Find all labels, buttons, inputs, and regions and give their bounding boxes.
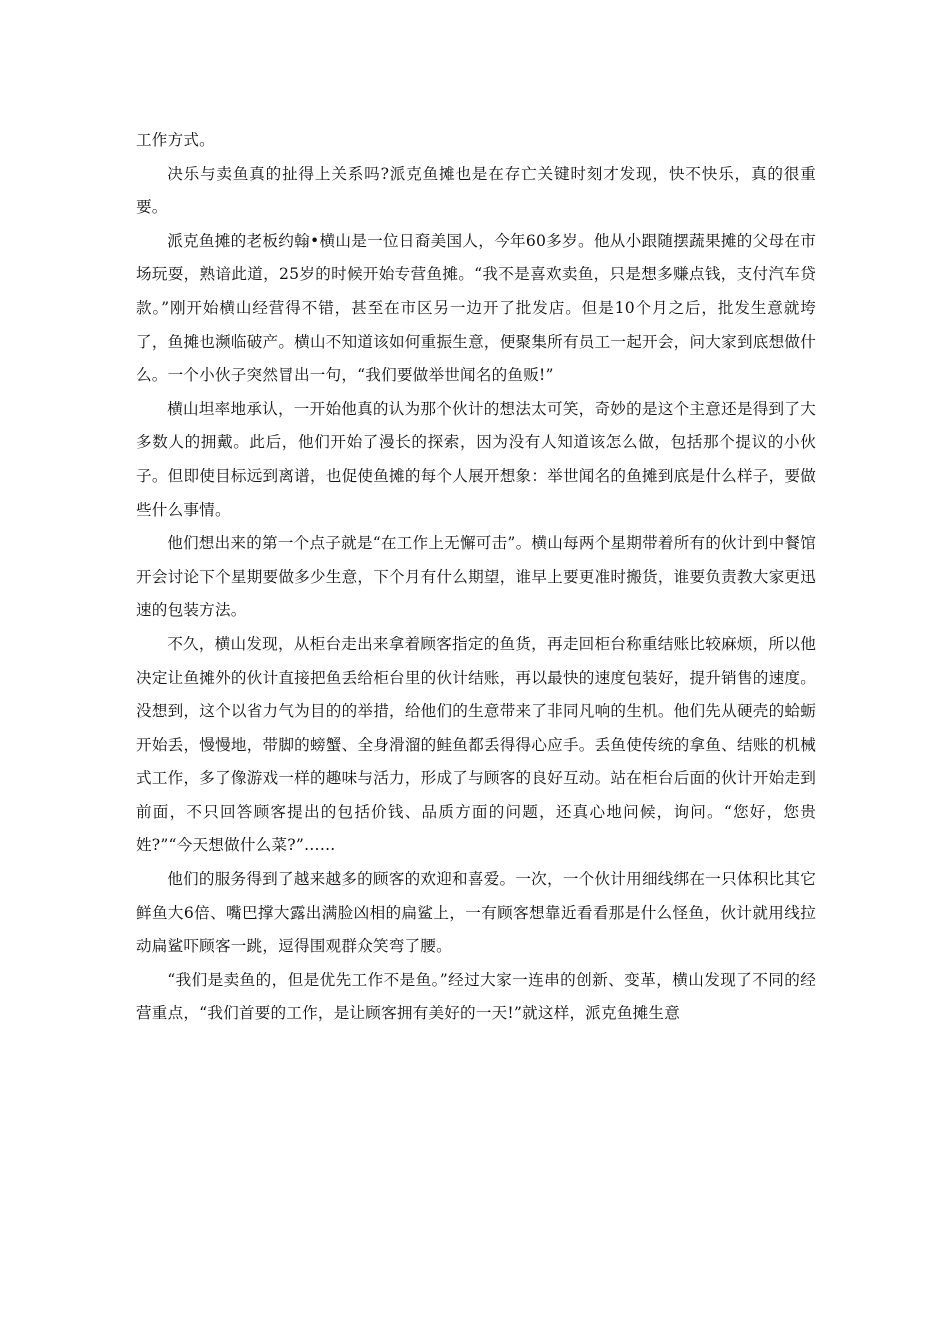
- paragraph: “我们是卖鱼的，但是优先工作不是鱼。”经过大家一连串的创新、变革，横山发现了不同的经营重点，“我们首要的工作，是让顾客拥有美好的一天!”就这样，派克鱼摊生意: [136, 970, 816, 1023]
- paragraph-continuation: 工作方式。: [136, 131, 215, 149]
- paragraph: 横山坦率地承认，一开始他真的认为那个伙计的想法太可笑，奇妙的是这个主意还是得到了大多数人的拥戴。此后，他们开始了漫长的探索，因为没有人知道该怎么做，包括那个提议的小伙子。但即使目标远到离谱，也促使鱼摊的每个人展开想象：举世闻名的鱼摊到底是什么样子，要做些什么事情。: [136, 399, 816, 519]
- paragraph: 他们想出来的第一个点子就是“在工作上无懈可击”。横山每两个星期带着所有的伙计到中餐馆开会讨论下个星期要做多少生意，下个月有什么期望，谁早上要更准时搬货，谁要负责教大家更迅速的包装方法。: [136, 534, 816, 620]
- paragraph: 不久，横山发现，从柜台走出来拿着顾客指定的鱼货，再走回柜台称重结账比较麻烦，所以他决定让鱼摊外的伙计直接把鱼丢给柜台里的伙计结账，再以最快的速度包装好，提升销售的速度。没想到，这个以省力气为目的的举措，给他们的生意带来了非同凡响的生机。他们先从硬壳的蛤蛎开始丢，慢慢地，带脚的螃蟹、全身滑溜的鲑鱼都丢得得心应手。丢鱼使传统的拿鱼、结账的机械式工作，多了像游戏一样的趣味与活力，形成了与顾客的良好互动。站在柜台后面的伙计开始走到前面，不只回答顾客提出的包括价钱、品质方面的问题，还真心地问候，询问。“您好，您贵姓?”“今天想做什么菜?”……: [136, 634, 816, 855]
- paragraph: 决乐与卖鱼真的扯得上关系吗?派克鱼摊也是在存亡关键时刻才发现，快不快乐，真的很重要。: [136, 164, 816, 217]
- paragraph: 派克鱼摊的老板约翰•横山是一位日裔美国人，今年60多岁。他从小跟随摆蔬果摊的父母在市场玩耍，熟谙此道，25岁的时候开始专营鱼摊。“我不是喜欢卖鱼，只是想多赚点钱，支付汽车贷款。”刚开始横山经营得不错，甚至在市区另一边开了批发店。但是10个月之后，批发生意就垮了，鱼摊也濒临破产。横山不知道该如何重振生意，便聚集所有员工一起开会，问大家到底想做什么。一个小伙子突然冒出一句，“我们要做举世闻名的鱼贩!”: [136, 231, 816, 385]
- article-body: [136, 124, 816, 1031]
- paragraph: 他们的服务得到了越来越多的顾客的欢迎和喜爱。一次，一个伙计用细线绑在一只体积比其它鲜鱼大6倍、嘴巴撑大露出满脸凶相的扁鲨上，一有顾客想靠近看看那是什么怪鱼，伙计就用线拉动扁鲨吓顾客一跳，逗得围观群众笑弯了腰。: [136, 870, 816, 956]
